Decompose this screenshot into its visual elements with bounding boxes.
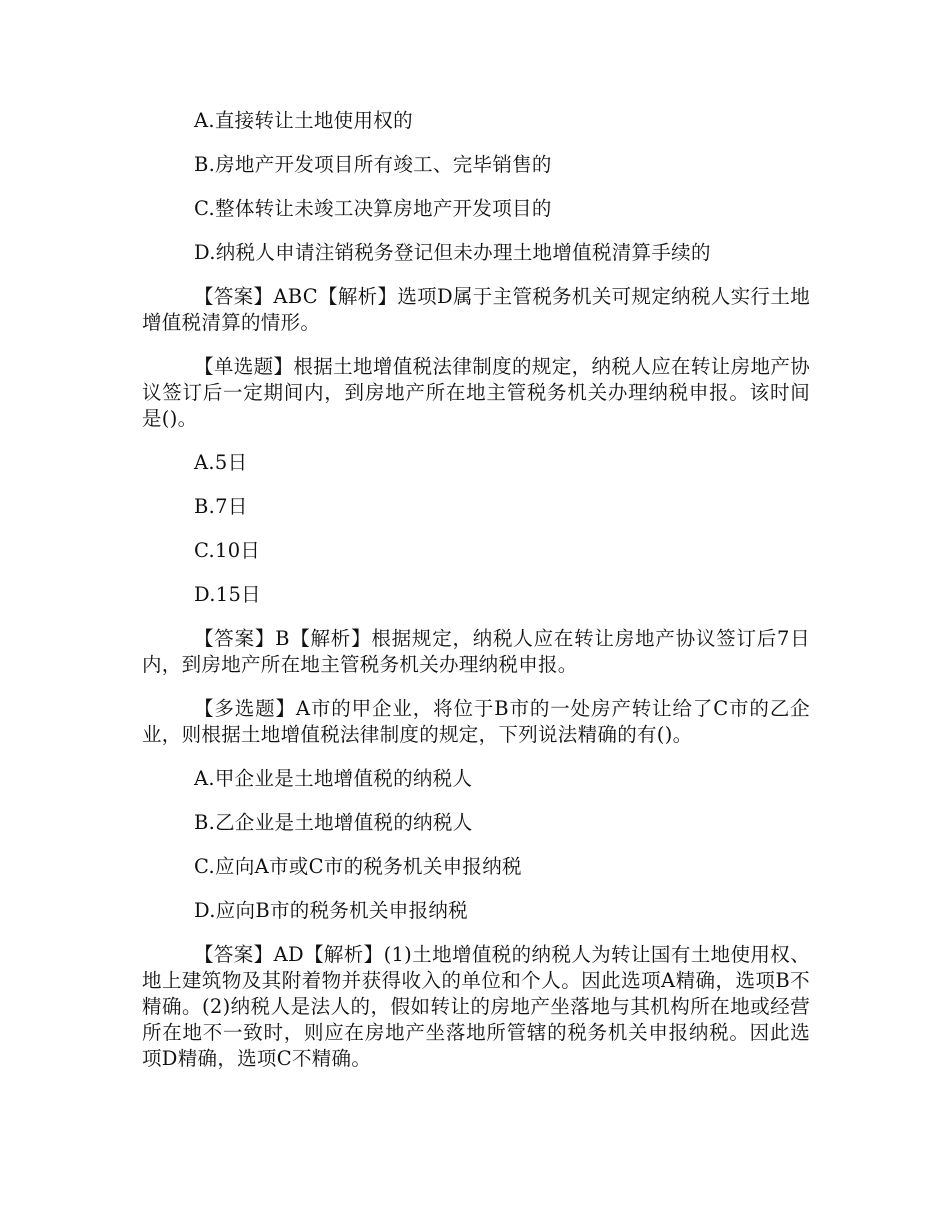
option-b-text: B.7日 — [194, 495, 248, 518]
answer-paragraph-2: 【答案】B【解析】根据规定，纳税人应在转让房地产协议签订后7日内，到房地产所在地主管税务机关办理纳税申报。 — [142, 627, 810, 676]
option-d-text: D.应向B市的税务机关申报纳税 — [194, 899, 468, 922]
option-d-text: D.纳税人申请注销税务登记但未办理土地增值税清算手续的 — [194, 241, 711, 264]
option-a-text: A.5日 — [194, 451, 248, 474]
document-body — [142, 108, 810, 1090]
question-single-choice: 【单选题】根据土地增值税法律制度的规定，纳税人应在转让房地产协议签订后一定期间内，到房地产所在地主管税务机关办理纳税申报。该时间是()。 — [142, 355, 810, 430]
answer-paragraph-3: 【答案】AD【解析】(1)土地增值税的纳税人为转让国有土地使用权、地上建筑物及其附着物并获得收入的单位和个人。因此选项A精确，选项B不精确。(2)纳税人是法人的，假如转让的房地产坐落地与其机构所在地或经营所在地不一致时，则应在房地产坐落地所管辖的税务机关申报纳税。因此选项D精确，选项C不精确。 — [142, 943, 810, 1070]
option-c-text: C.10日 — [194, 539, 261, 562]
option-b-text: B.房地产开发项目所有竣工、完毕销售的 — [194, 153, 552, 176]
question-multiple-choice: 【多选题】A市的甲企业，将位于B市的一处房产转让给了C市的乙企业，则根据土地增值税法律制度的规定，下列说法精确的有()。 — [142, 697, 810, 746]
option-c-text: C.应向A市或C市的税务机关申报纳税 — [194, 855, 522, 878]
option-a-text: A.直接转让土地使用权的 — [194, 109, 413, 132]
option-d-text: D.15日 — [194, 583, 261, 606]
answer-paragraph-1: 【答案】ABC【解析】选项D属于主管税务机关可规定纳税人实行土地增值税清算的情形。 — [142, 285, 810, 334]
option-a-text: A.甲企业是土地增值税的纳税人 — [194, 767, 473, 790]
option-b-text: B.乙企业是土地增值税的纳税人 — [194, 811, 473, 834]
option-c-text: C.整体转让未竣工决算房地产开发项目的 — [194, 197, 552, 220]
